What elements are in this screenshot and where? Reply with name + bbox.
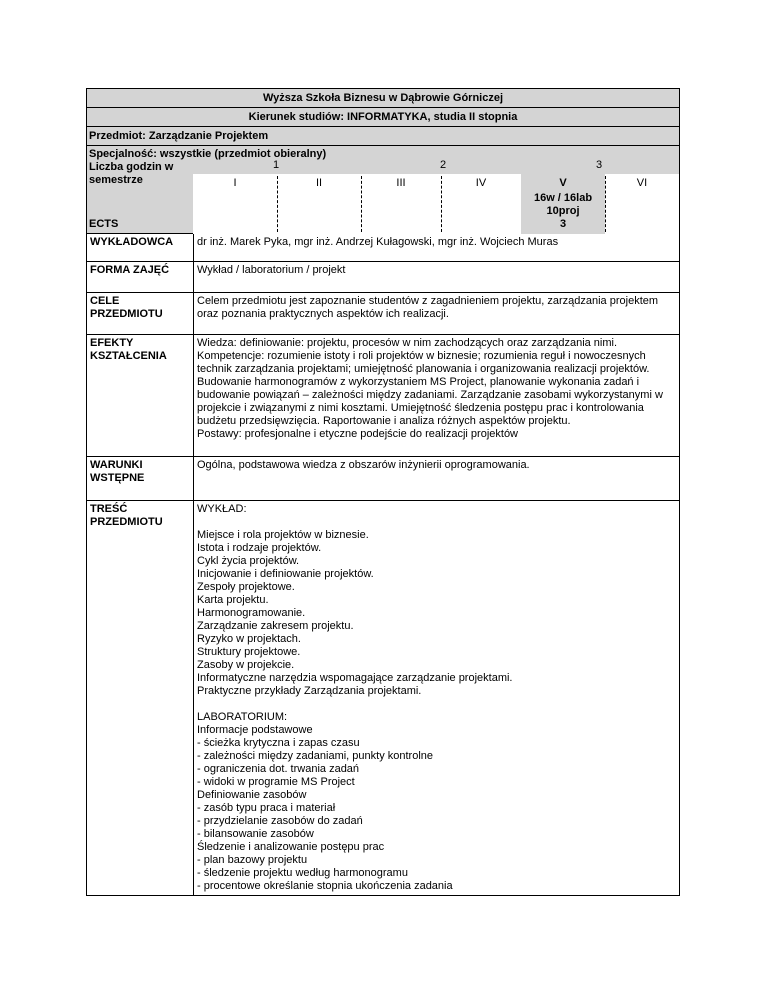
semester-1: I [233,177,237,189]
list-item: Śledzenie i analizowanie postępu prac [197,841,385,853]
lab-heading: LABORATORIUM: [197,711,288,723]
form-row [87,262,680,293]
prereq-row [87,457,680,501]
list-item: Zespoły projektowe. [197,581,295,593]
effects-attitudes: Postawy: profesjonalne i etyczne podejście do realizacji projektów [197,428,519,440]
form-value: Wykład / laboratorium / projekt [194,262,680,293]
list-item: Miejsce i rola projektów w biznesie. [197,529,369,541]
hours-label [89,161,173,187]
goals-label: CELE PRZEDMIOTU [87,293,194,335]
form-label: FORMA ZAJĘĆ [87,262,194,293]
list-item: - bilansowanie zasobów [197,828,314,840]
list-item: Inicjowanie i definiowanie projektów. [197,568,374,580]
list-item: - śledzenie projektu według harmonogramu [197,867,408,879]
hours-label-line2: semestrze [89,174,143,186]
list-item: Informatyczne narzędzia wspomagające zarządzanie projektami. [197,672,513,684]
list-item: - ograniczenia dot. trwania zadań [197,763,360,775]
content-value [194,501,680,896]
specialization: Specjalność: wszystkie (przedmiot obieralny) [89,148,327,160]
list-item: Praktyczne przykłady Zarządzania projektami. [197,685,422,697]
semester-6: VI [636,177,648,189]
content-row [87,501,680,896]
list-item: - plan bazowy projektu [197,854,308,866]
list-item: - widoki w programie MS Project [197,776,355,788]
list-item: Istota i rodzaje projektów. [197,542,322,554]
semester-5-hours: 16w / 16lab [533,192,593,204]
lecturer-label: WYKŁADOWCA [87,234,194,262]
semester-2: II [315,177,323,189]
lecturer-row [87,234,680,262]
list-item: Harmonogramowanie. [197,607,306,619]
effects-value [194,335,680,457]
lab-list [197,724,676,893]
semester-3: III [396,177,406,189]
list-item: Cykl życia projektów. [197,555,300,567]
prereq-value: Ogólna, podstawowa wiedza z obszarów inżynierii oprogramowania. [194,457,680,501]
list-item: - przydzielanie zasobów do zadań [197,815,363,827]
school-name: Wyższa Szkoła Biznesu w Dąbrowie Górniczej [86,88,680,107]
syllabus-table [86,233,680,896]
year-1: 1 [273,159,280,171]
list-item: Zasoby w projekcie. [197,659,295,671]
semester-5-project: 10proj [546,205,580,217]
goals-row [87,293,680,335]
prereq-label: WARUNKI WSTĘPNE [87,457,194,501]
list-item: Definiowanie zasobów [197,789,307,801]
semester-grid [193,174,679,234]
semester-5-ects: 3 [559,218,567,230]
semester-5: V 16w / 16lab 10proj 3 [521,174,605,234]
lecturer-value: dr inż. Marek Pyka, mgr inż. Andrzej Kułagowski, mgr inż. Wojciech Muras [194,234,680,262]
syllabus-document [86,88,680,896]
year-3: 3 [596,159,603,171]
effects-row [87,335,680,457]
ects-label: ECTS [89,218,119,230]
program-name: Kierunek studiów: INFORMATYKA, studia II stopnia [86,107,680,126]
goals-value: Celem przedmiotu jest zapoznanie studentów z zagadnieniem projektu, zarządzania projektem oraz poznania praktycznych aspektów ich realizacji. [194,293,680,335]
list-item: Ryzyko w projektach. [197,633,301,645]
list-item: Karta projektu. [197,594,269,606]
effects-knowledge: Wiedza: definiowanie: projektu, procesów w nim zachodzących oraz zarządzania nimi. [197,337,618,349]
lecture-heading: WYKŁAD: [197,503,247,515]
list-item: Informacje podstawowe [197,724,313,736]
list-item: - ścieżka krytyczna i zapas czasu [197,737,360,749]
content-label: TREŚĆ PRZEDMIOTU [87,501,194,896]
list-item: - zależności między zadaniami, punkty kontrolne [197,750,434,762]
effects-label: EFEKTY KSZTAŁCENIA [87,335,194,457]
lecture-list [197,529,676,698]
semester-4: IV [475,177,487,189]
list-item: Zarządzanie zakresem projektu. [197,620,354,632]
hours-section [86,145,680,233]
list-item: - procentowe określanie stopnia ukończenia zadania [197,880,453,892]
list-item: Struktury projektowe. [197,646,301,658]
effects-competencies: Kompetencje: rozumienie istoty i roli projektów w biznesie; rozumienia reguł i nowoczesnych technik zarządzania projektami; umiejętność planowania i organizowania realizacji projektów. Budowanie harmonogramów z wykorzystaniem MS Project, planowanie wykonania zadań i budowanie powiązań – zależności między zadaniami. Zarządzanie zasobami wykorzystanymi w projekcie i związanymi z nimi kosztami. Umiejętność śledzenia postępu prac i kontrolowania budżetu przedsięwzięcia. Raportowanie i analiza różnych aspektów projektu. [197,350,663,427]
year-2: 2 [440,159,447,171]
subject-name: Przedmiot: Zarządzanie Projektem [86,126,680,145]
hours-label-line1: Liczba godzin w [89,161,174,173]
list-item: - zasób typu praca i materiał [197,802,336,814]
